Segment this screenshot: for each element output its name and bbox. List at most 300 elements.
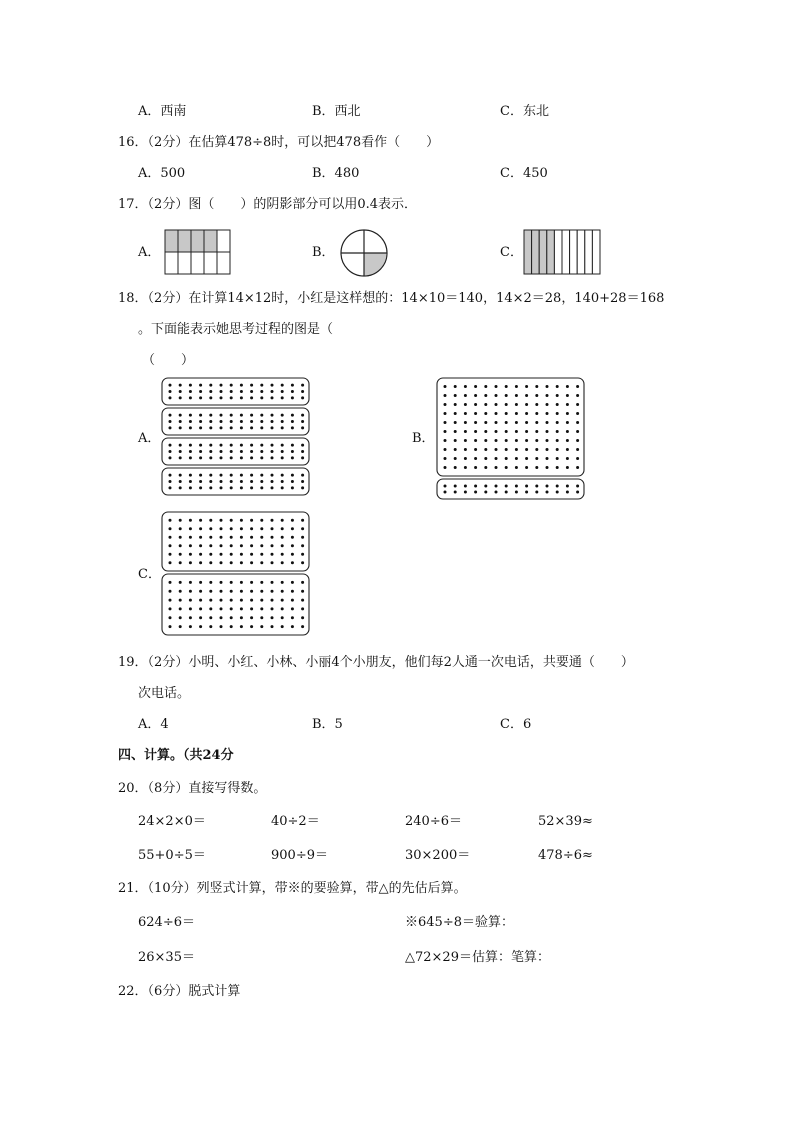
- dot: [220, 450, 223, 453]
- dot: [535, 457, 538, 460]
- q19-stem-line1: 19．（2分）小明、小红、小林、小丽4个小朋友，他们每2人通一次电话，共要通（ ）: [118, 655, 634, 670]
- dot: [535, 430, 538, 433]
- dot: [179, 599, 182, 602]
- dot: [240, 527, 243, 530]
- dot: [230, 456, 233, 459]
- dot: [535, 394, 538, 397]
- q20-stem: 20．（8分）直接写得数。: [118, 781, 267, 796]
- dot: [546, 385, 549, 388]
- dot: [199, 527, 202, 530]
- dot: [271, 599, 274, 602]
- dot: [240, 553, 243, 556]
- dot: [454, 403, 457, 406]
- dot: [250, 396, 253, 399]
- dot: [271, 444, 274, 447]
- dot: [189, 544, 192, 547]
- dot: [230, 625, 233, 628]
- dot: [464, 403, 467, 406]
- dot: [271, 396, 274, 399]
- dot: [250, 599, 253, 602]
- dot: [546, 430, 549, 433]
- dot: [525, 457, 528, 460]
- dot: [220, 426, 223, 429]
- grid-cell: [191, 252, 204, 274]
- dot: [250, 426, 253, 429]
- q17-figure-a: [164, 229, 230, 275]
- dot: [515, 448, 518, 451]
- dot: [505, 457, 508, 460]
- dot: [474, 430, 477, 433]
- dot: [515, 385, 518, 388]
- dot: [291, 384, 294, 387]
- dot: [556, 421, 559, 424]
- strip: [592, 230, 600, 274]
- dot: [220, 480, 223, 483]
- shaded-sector: [364, 253, 387, 276]
- dot: [271, 384, 274, 387]
- dot: [271, 544, 274, 547]
- dot: [199, 553, 202, 556]
- dot: [576, 412, 579, 415]
- dot: [260, 426, 263, 429]
- dot: [505, 448, 508, 451]
- dot: [240, 414, 243, 417]
- dot: [566, 394, 569, 397]
- dot: [281, 486, 284, 489]
- dot: [240, 544, 243, 547]
- dot: [566, 491, 569, 494]
- dot: [464, 466, 467, 469]
- dot: [535, 485, 538, 488]
- dot: [250, 616, 253, 619]
- dot: [250, 544, 253, 547]
- dot: [189, 616, 192, 619]
- dot: [535, 385, 538, 388]
- dot: [230, 607, 233, 610]
- dot: [495, 485, 498, 488]
- dot: [220, 486, 223, 489]
- dot: [230, 561, 233, 564]
- dot: [301, 599, 304, 602]
- dot: [474, 385, 477, 388]
- dot: [281, 480, 284, 483]
- dot: [464, 439, 467, 442]
- dot: [484, 412, 487, 415]
- dot: [169, 616, 172, 619]
- dot: [260, 474, 263, 477]
- dot: [209, 474, 212, 477]
- dot: [474, 403, 477, 406]
- dot: [495, 385, 498, 388]
- q17-label-b: B．: [312, 245, 335, 260]
- dot: [271, 590, 274, 593]
- q20-item: 30×200＝: [405, 848, 471, 863]
- dot: [209, 420, 212, 423]
- q20-item: 52×39≈: [538, 814, 593, 829]
- dot: [169, 474, 172, 477]
- dot: [556, 439, 559, 442]
- dot: [240, 607, 243, 610]
- dot: [576, 448, 579, 451]
- dot: [505, 491, 508, 494]
- dot: [169, 544, 172, 547]
- dot: [230, 396, 233, 399]
- dot: [220, 536, 223, 539]
- dot: [169, 590, 172, 593]
- dot: [301, 474, 304, 477]
- dot: [291, 420, 294, 423]
- dot: [230, 590, 233, 593]
- dot: [301, 519, 304, 522]
- dot: [169, 456, 172, 459]
- dot: [444, 403, 447, 406]
- dot: [291, 444, 294, 447]
- dot: [209, 456, 212, 459]
- dot: [230, 426, 233, 429]
- dot: [240, 581, 243, 584]
- q20-item: 40÷2＝: [271, 814, 320, 829]
- dot: [525, 412, 528, 415]
- dot: [444, 430, 447, 433]
- dot: [209, 616, 212, 619]
- dot: [169, 553, 172, 556]
- dot: [189, 426, 192, 429]
- dot: [515, 421, 518, 424]
- q21-stem: 21．（10分）列竖式计算，带※的要验算，带△的先估后算。: [118, 881, 467, 896]
- shaded-cell: [165, 230, 178, 252]
- dot: [220, 581, 223, 584]
- dot: [271, 456, 274, 459]
- q17-label-c: C．: [500, 245, 523, 260]
- dot: [260, 480, 263, 483]
- dot: [464, 430, 467, 433]
- dot: [525, 485, 528, 488]
- dot: [189, 456, 192, 459]
- dot: [484, 394, 487, 397]
- dot: [291, 396, 294, 399]
- dot: [179, 607, 182, 610]
- dot: [556, 394, 559, 397]
- dot: [281, 420, 284, 423]
- dot: [260, 390, 263, 393]
- dot: [454, 457, 457, 460]
- dot: [464, 448, 467, 451]
- q16-stem: 16．（2分）在估算478÷8时，可以把478看作（ ）: [118, 135, 440, 150]
- dot: [281, 625, 284, 628]
- strip: [577, 230, 585, 274]
- dot: [240, 536, 243, 539]
- dot: [209, 486, 212, 489]
- dot: [179, 420, 182, 423]
- dot: [199, 480, 202, 483]
- dot: [546, 448, 549, 451]
- dot: [220, 527, 223, 530]
- dot: [546, 491, 549, 494]
- dot: [525, 439, 528, 442]
- dot: [271, 426, 274, 429]
- dot: [525, 466, 528, 469]
- dot: [454, 466, 457, 469]
- dot: [566, 457, 569, 460]
- dot: [260, 561, 263, 564]
- q17-figure-b: [338, 229, 392, 279]
- dot: [474, 491, 477, 494]
- dot: [189, 607, 192, 610]
- dot: [301, 396, 304, 399]
- dot: [474, 412, 477, 415]
- dot: [301, 414, 304, 417]
- dot: [179, 390, 182, 393]
- dot: [260, 536, 263, 539]
- dot: [271, 553, 274, 556]
- dot: [444, 412, 447, 415]
- dot: [291, 616, 294, 619]
- dot: [250, 590, 253, 593]
- shaded-cell: [204, 230, 217, 252]
- dot: [484, 466, 487, 469]
- q18-stem-line1: 18．（2分）在计算14×12时，小红是这样想的：14×10＝140，14×2＝28，140+28＝168: [118, 291, 665, 306]
- dot: [291, 625, 294, 628]
- dot: [444, 448, 447, 451]
- dot: [199, 625, 202, 628]
- dot: [301, 426, 304, 429]
- dot: [199, 390, 202, 393]
- dot: [535, 466, 538, 469]
- dot: [444, 491, 447, 494]
- dot: [281, 456, 284, 459]
- dot: [230, 474, 233, 477]
- dot: [199, 607, 202, 610]
- dot: [220, 607, 223, 610]
- strip: [554, 230, 562, 274]
- shaded-strip: [539, 230, 547, 274]
- dot: [209, 396, 212, 399]
- dot: [271, 486, 274, 489]
- dot: [179, 625, 182, 628]
- dot: [189, 480, 192, 483]
- dot: [260, 420, 263, 423]
- dot: [189, 581, 192, 584]
- dot: [260, 450, 263, 453]
- dot: [546, 394, 549, 397]
- dot: [230, 444, 233, 447]
- dot: [535, 491, 538, 494]
- dot: [209, 561, 212, 564]
- dot: [199, 426, 202, 429]
- dot: [474, 448, 477, 451]
- dot: [281, 519, 284, 522]
- strip: [585, 230, 593, 274]
- dot: [281, 450, 284, 453]
- dot: [179, 474, 182, 477]
- dot: [576, 491, 579, 494]
- dot: [179, 414, 182, 417]
- dot: [495, 466, 498, 469]
- dot: [209, 390, 212, 393]
- dot: [301, 450, 304, 453]
- grid-cell: [178, 252, 191, 274]
- dot: [495, 430, 498, 433]
- dot: [220, 456, 223, 459]
- dot: [260, 599, 263, 602]
- dot: [495, 394, 498, 397]
- dot: [484, 448, 487, 451]
- dot: [535, 403, 538, 406]
- dot: [576, 439, 579, 442]
- dot: [495, 491, 498, 494]
- dot: [179, 396, 182, 399]
- dot: [301, 590, 304, 593]
- section-4-title: 四、计算。（共24分: [118, 748, 234, 763]
- dot: [250, 607, 253, 610]
- dot: [230, 390, 233, 393]
- dot: [556, 385, 559, 388]
- dot: [250, 536, 253, 539]
- strip: [562, 230, 570, 274]
- dot: [169, 450, 172, 453]
- dot: [260, 553, 263, 556]
- dot: [179, 616, 182, 619]
- shaded-strip: [532, 230, 540, 274]
- dot: [495, 457, 498, 460]
- dot: [169, 561, 172, 564]
- grid-cell: [217, 252, 230, 274]
- dot: [189, 590, 192, 593]
- dot: [444, 485, 447, 488]
- dot: [260, 625, 263, 628]
- dot: [505, 466, 508, 469]
- dot: [230, 450, 233, 453]
- dot: [576, 385, 579, 388]
- dot: [291, 474, 294, 477]
- dot: [525, 385, 528, 388]
- dot: [220, 396, 223, 399]
- q19-stem-line2: 次电话。: [138, 686, 191, 701]
- dot: [281, 414, 284, 417]
- dot: [209, 625, 212, 628]
- dot: [209, 384, 212, 387]
- dot: [230, 616, 233, 619]
- dot: [474, 485, 477, 488]
- dot: [209, 414, 212, 417]
- dot: [271, 616, 274, 619]
- dot: [271, 450, 274, 453]
- dot: [179, 426, 182, 429]
- dot: [199, 456, 202, 459]
- dot: [525, 403, 528, 406]
- dot: [291, 456, 294, 459]
- dot: [535, 439, 538, 442]
- q20-item: 900÷9＝: [271, 848, 328, 863]
- dot-group-box: [162, 468, 309, 495]
- dot-group-box: [162, 574, 309, 635]
- dot: [566, 421, 569, 424]
- dot: [495, 421, 498, 424]
- q18-figure-a: [161, 377, 311, 499]
- dot: [240, 616, 243, 619]
- dot: [546, 403, 549, 406]
- dot: [271, 581, 274, 584]
- dot: [240, 450, 243, 453]
- dot: [189, 396, 192, 399]
- dot: [189, 414, 192, 417]
- dot: [169, 527, 172, 530]
- dot: [230, 536, 233, 539]
- dot: [260, 544, 263, 547]
- dot: [281, 536, 284, 539]
- dot-group-box: [437, 378, 584, 476]
- dot: [250, 486, 253, 489]
- dot: [209, 590, 212, 593]
- dot: [505, 385, 508, 388]
- dot: [169, 486, 172, 489]
- q16-option-b: B．480: [312, 166, 360, 181]
- dot: [505, 439, 508, 442]
- dot: [566, 466, 569, 469]
- dot: [454, 491, 457, 494]
- dot: [291, 450, 294, 453]
- dot: [464, 421, 467, 424]
- dot: [556, 485, 559, 488]
- dot: [199, 561, 202, 564]
- dot: [250, 480, 253, 483]
- dot: [169, 396, 172, 399]
- dot: [464, 485, 467, 488]
- dot: [199, 486, 202, 489]
- dot: [209, 519, 212, 522]
- dot: [169, 480, 172, 483]
- dot: [250, 519, 253, 522]
- dot: [179, 561, 182, 564]
- dot: [240, 426, 243, 429]
- q20-item: 55+0÷5＝: [138, 848, 206, 863]
- dot: [576, 485, 579, 488]
- dot: [556, 412, 559, 415]
- q19-option-c: C．6: [500, 717, 532, 732]
- dot: [240, 396, 243, 399]
- dot: [220, 590, 223, 593]
- dot: [484, 457, 487, 460]
- dot: [495, 439, 498, 442]
- dot: [566, 412, 569, 415]
- dot: [209, 544, 212, 547]
- dot: [291, 527, 294, 530]
- dot: [220, 553, 223, 556]
- dot: [556, 448, 559, 451]
- dot: [474, 466, 477, 469]
- dot: [301, 384, 304, 387]
- dot: [271, 561, 274, 564]
- dot: [535, 448, 538, 451]
- dot: [576, 403, 579, 406]
- dot: [271, 474, 274, 477]
- dot: [301, 561, 304, 564]
- q19-option-a: A．4: [138, 717, 169, 732]
- dot: [209, 581, 212, 584]
- dot: [250, 384, 253, 387]
- dot: [291, 581, 294, 584]
- dot: [169, 599, 172, 602]
- dot: [484, 421, 487, 424]
- q21-item: ※645÷8＝验算：: [405, 915, 514, 930]
- dot: [271, 625, 274, 628]
- q16-option-a: A．500: [138, 166, 186, 181]
- dot: [179, 486, 182, 489]
- dot: [464, 412, 467, 415]
- dot: [281, 553, 284, 556]
- dot: [220, 384, 223, 387]
- dot: [169, 390, 172, 393]
